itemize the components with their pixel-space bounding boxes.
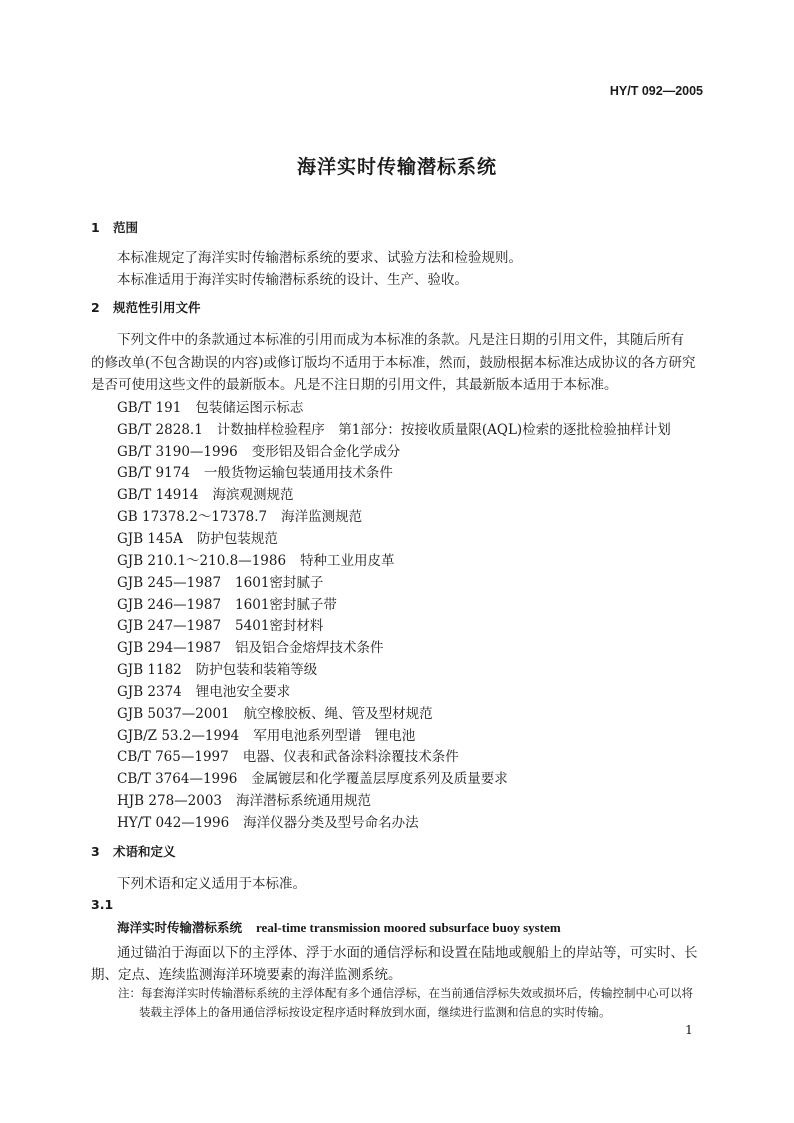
reference-code: GJB 246—1987 xyxy=(117,597,222,613)
reference-code: GJB/Z 53.2—1994 xyxy=(117,728,240,744)
reference-title: 包装储运图示标志 xyxy=(195,400,304,416)
term-definition-line-1: 通过锚泊于海面以下的主浮体、浮于水面的通信浮标和设置在陆地或舰船上的岸站等，可实时、长 xyxy=(117,945,698,961)
reference-title: 海洋潜标系统通用规范 xyxy=(236,793,372,809)
document-title: 海洋实时传输潜标系统 xyxy=(296,156,497,178)
reference-item xyxy=(117,505,362,525)
reference-item xyxy=(117,680,290,700)
reference-title: 海洋监测规范 xyxy=(281,509,363,525)
reference-item xyxy=(117,636,384,656)
scope-paragraph-1: 本标准规定了海洋实时传输潜标系统的要求、试验方法和检验规则。 xyxy=(117,250,522,266)
reference-item xyxy=(117,811,419,831)
term-entry xyxy=(117,918,561,936)
reference-title: 防护包装和装箱等级 xyxy=(195,662,318,678)
reference-title: 锂电池安全要求 xyxy=(195,684,291,700)
section-number: 2 xyxy=(91,300,100,315)
reference-title: 一般货物运输包装通用技术条件 xyxy=(203,465,393,481)
reference-code: HY/T 042—1996 xyxy=(117,815,230,831)
reference-title: 军用电池系列型谱 锂电池 xyxy=(253,728,416,744)
section-title: 术语和定义 xyxy=(113,844,176,859)
reference-code: GJB 2374 xyxy=(117,684,182,700)
section-number: 1 xyxy=(91,220,100,235)
page-number: 1 xyxy=(685,1022,693,1037)
reference-code: GB/T 2828.1 xyxy=(117,422,203,438)
reference-code: GJB 247—1987 xyxy=(117,618,222,634)
references-intro-line-1: 下列文件中的条款通过本标准的引用而成为本标准的条款。凡是注日期的引用文件，其随后所有 xyxy=(117,332,684,348)
references-intro-line-3: 是否可使用这些文件的最新版本。凡是不注日期的引用文件，其最新版本适用于本标准。 xyxy=(91,377,618,393)
reference-item xyxy=(117,571,323,591)
reference-code: HJB 278—2003 xyxy=(117,793,223,809)
reference-title: 航空橡胶板、绳、管及型材规范 xyxy=(243,706,433,722)
reference-code: GB 17378.2～17378.7 xyxy=(117,509,268,525)
section-1-heading xyxy=(91,218,138,236)
reference-title: 5401密封材料 xyxy=(235,618,324,634)
reference-code: GJB 294—1987 xyxy=(117,640,222,656)
reference-title: 电器、仪表和武备涂料涂覆技术条件 xyxy=(242,749,459,765)
section-title: 范围 xyxy=(113,220,139,235)
reference-item xyxy=(117,702,433,722)
reference-code: GJB 145A xyxy=(117,531,183,547)
reference-code: GJB 1182 xyxy=(117,662,182,678)
section-2-heading xyxy=(91,298,201,316)
reference-title: 海洋仪器分类及型号命名办法 xyxy=(243,815,419,831)
reference-title: 铝及铝合金熔焊技术条件 xyxy=(235,640,384,656)
reference-item xyxy=(117,745,459,765)
section-title: 规范性引用文件 xyxy=(113,300,201,315)
reference-code: GJB 245—1987 xyxy=(117,575,222,591)
reference-title: 防护包装规范 xyxy=(196,531,278,547)
reference-item xyxy=(117,724,415,744)
reference-title: 变形铝及铝合金化学成分 xyxy=(251,444,401,460)
reference-code: GB/T 3190—1996 xyxy=(117,444,238,460)
section-number: 3 xyxy=(91,844,100,859)
reference-code: GB/T 9174 xyxy=(117,465,190,481)
reference-title: 1601密封腻子 xyxy=(235,575,324,591)
reference-item xyxy=(117,614,323,634)
reference-code: CB/T 765—1997 xyxy=(117,749,229,765)
reference-item xyxy=(117,483,294,503)
clause-number: 3.1 xyxy=(91,897,114,912)
reference-title: 特种工业用皮革 xyxy=(300,553,395,569)
reference-code: CB/T 3764—1996 xyxy=(117,771,238,787)
reference-code: GB/T 14914 xyxy=(117,487,199,503)
references-intro-line-2: 的修改单(不包含勘误的内容)或修订版均不适用于本标准，然而，鼓励根据本标准达成协议的各方研究 xyxy=(91,355,696,371)
reference-item xyxy=(117,461,393,481)
reference-item xyxy=(117,440,400,460)
term-definition-line-2: 期、定点、连续监测海洋环境要素的海洋监测系统。 xyxy=(91,967,402,983)
term-english: real-time transmission moored subsurface buoy system xyxy=(256,920,561,935)
reference-code: GB/T 191 xyxy=(117,400,182,416)
reference-title: 计数抽样检验程序 第1部分：按接收质量限(AQL)检索的逐批检验抽样计划 xyxy=(216,422,671,438)
reference-item xyxy=(117,418,671,438)
scope-paragraph-2: 本标准适用于海洋实时传输潜标系统的设计、生产、验收。 xyxy=(117,272,468,288)
note-line-1: 注：每套海洋实时传输潜标系统的主浮体配有多个通信浮标，在当前通信浮标失效或损坏后，传输控制中心可以将 xyxy=(118,986,693,1000)
reference-item xyxy=(117,593,337,613)
standard-number: HY/T 092—2005 xyxy=(609,84,703,98)
reference-item xyxy=(117,767,508,787)
reference-title: 1601密封腻子带 xyxy=(235,597,337,613)
terms-intro: 下列术语和定义适用于本标准。 xyxy=(117,876,306,892)
reference-code: GJB 210.1～210.8—1986 xyxy=(117,553,287,569)
section-3-heading xyxy=(91,842,176,860)
reference-item xyxy=(117,658,317,678)
reference-title: 海滨观测规范 xyxy=(212,487,294,503)
reference-code: GJB 5037—2001 xyxy=(117,706,230,722)
reference-item xyxy=(117,527,278,547)
note-line-2: 装载主浮体上的备用通信浮标按设定程序适时释放到水面，继续进行监测和信息的实时传输。 xyxy=(139,1005,611,1019)
reference-title: 金属镀层和化学覆盖层厚度系列及质量要求 xyxy=(251,771,508,787)
reference-item xyxy=(117,549,395,569)
reference-item xyxy=(117,789,371,809)
reference-item xyxy=(117,396,303,416)
term-chinese: 海洋实时传输潜标系统 xyxy=(117,920,243,935)
